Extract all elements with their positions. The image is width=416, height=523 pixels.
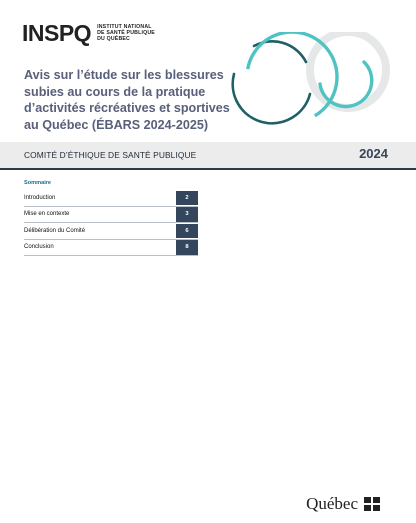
toc-item-label: Délibération du Comité — [24, 227, 86, 234]
logo-subtitle-line: INSTITUT NATIONAL — [97, 24, 152, 30]
logo-subtitle-line: DU QUÉBEC — [97, 36, 131, 42]
toc-item-label: Mise en contexte — [24, 211, 70, 218]
toc-item-label: Conclusion — [24, 244, 54, 251]
logo-wordmark: INSPQ — [22, 20, 92, 46]
logo-subtitle-line: DE SANTÉ PUBLIQUE — [97, 30, 155, 36]
committee-band — [0, 142, 416, 170]
publication-year: 2024 — [359, 146, 388, 161]
toc-page-badge: 8 — [176, 240, 198, 255]
committee-label: COMITÉ D’ÉTHIQUE DE SANTÉ PUBLIQUE — [24, 150, 197, 160]
document-title: Avis sur l’étude sur les blessures subies au cours de la pratique d’activités récréatives et sportives au Québec (ÉBARS 2024-2025) — [24, 68, 230, 132]
ring-dark — [233, 74, 310, 123]
toc-page-badge: 2 — [176, 191, 198, 206]
table-of-contents — [24, 180, 198, 256]
toc-page-badge: 3 — [176, 207, 198, 222]
toc-item-label: Introduction — [24, 194, 56, 201]
logo-subtitle — [97, 24, 155, 42]
quebec-government-logo — [306, 494, 380, 514]
toc-item[interactable] — [24, 223, 198, 240]
toc-heading: Sommaire — [24, 180, 52, 186]
quebec-wordmark: Québec — [306, 494, 358, 513]
fleur-de-lis-flag-icon — [364, 497, 380, 511]
ring-teal-right — [320, 62, 372, 107]
decorative-rings-graphic — [222, 32, 412, 132]
inspq-logo — [22, 22, 155, 45]
toc-page-badge: 6 — [176, 224, 198, 239]
toc-item[interactable] — [24, 240, 198, 257]
toc-item[interactable] — [24, 190, 198, 207]
toc-item[interactable] — [24, 207, 198, 224]
